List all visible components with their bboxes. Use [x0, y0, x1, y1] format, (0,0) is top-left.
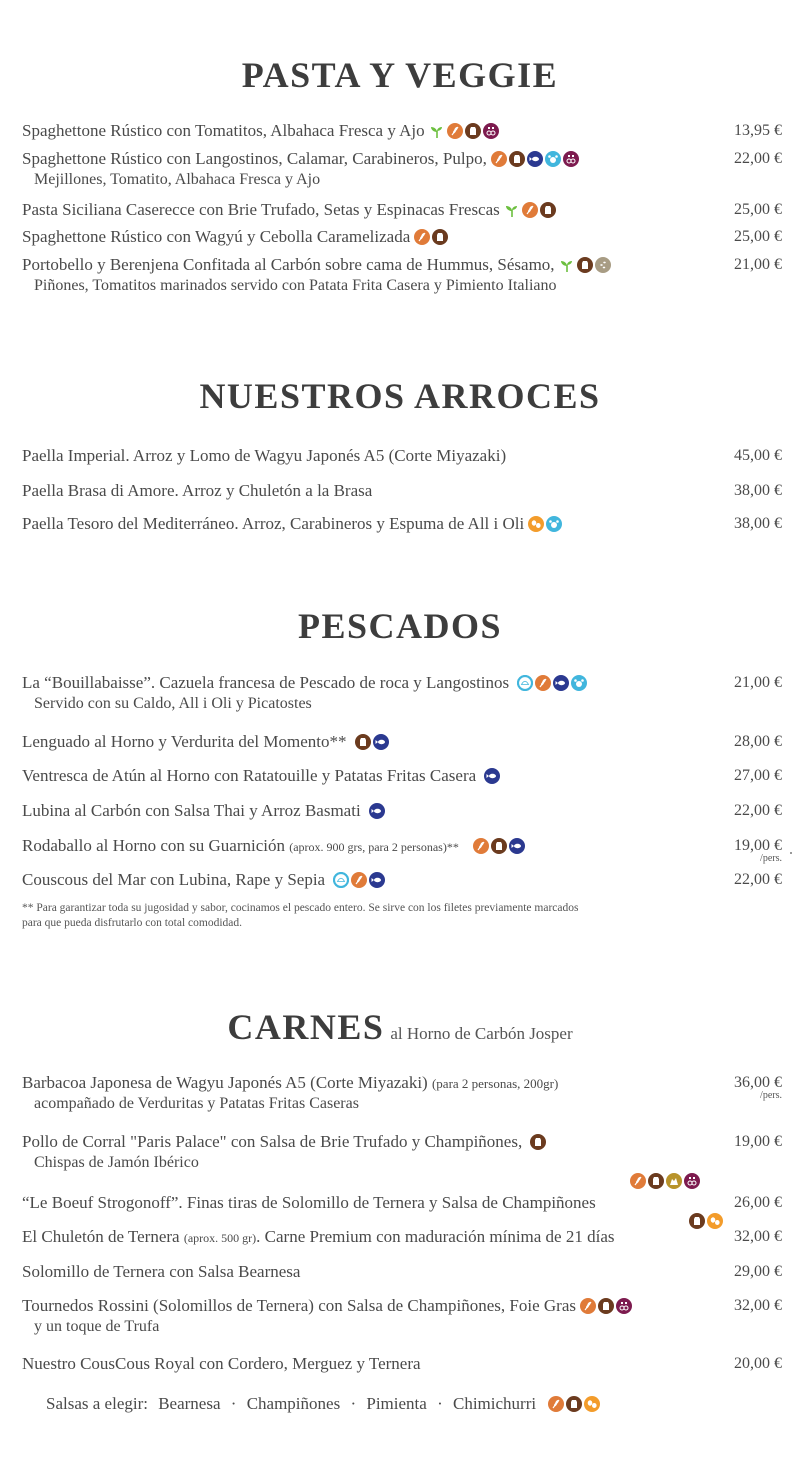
sprout-icon — [559, 257, 575, 273]
dairy-icon — [598, 1298, 614, 1314]
dish-name: Rodaballo al Horno con su Guarnición — [22, 836, 285, 855]
dish-price: 22,00 € — [734, 150, 782, 167]
dish-description: y un toque de Trufa — [34, 1318, 160, 1336]
sauce-option: Bearnesa — [158, 1394, 221, 1413]
dish-name: Lenguado al Horno y Verdurita del Momento** — [22, 732, 347, 751]
fish-icon — [373, 734, 389, 750]
dish-description: Mejillones, Tomatito, Albahaca Fresca y Ajo — [34, 171, 321, 189]
allergen-icons — [369, 802, 387, 822]
dish-name: Tournedos Rossini (Solomillos de Ternera) con Salsa de Champiñones, Foie Gras — [22, 1296, 576, 1315]
dish-price: 22,00 € — [734, 802, 782, 819]
dish-price: 36,00 € — [734, 1074, 782, 1091]
dish-price: 26,00 € — [734, 1194, 782, 1211]
dish-price: 29,00 € — [734, 1263, 782, 1280]
menu-item — [22, 227, 782, 248]
dish-price: 38,00 € — [734, 482, 782, 499]
section-pescados — [0, 605, 800, 647]
sauce-option: Pimienta — [366, 1394, 427, 1413]
menu-item — [22, 732, 782, 753]
sauce-options — [46, 1394, 602, 1415]
allergen-icons — [333, 871, 387, 891]
allergen-icons — [473, 837, 527, 857]
dish-description: Piñones, Tomatitos marinados servido con Patata Frita Casera y Pimiento Italiano — [34, 277, 557, 295]
gluten-icon — [351, 872, 367, 888]
menu-item — [22, 481, 782, 501]
egg-icon — [584, 1396, 600, 1412]
dish-name: “Le Boeuf Strogonoff”. Finas tiras de Solomillo de Ternera y Salsa de Champiñones — [22, 1193, 596, 1212]
crustacean-icon — [545, 151, 561, 167]
egg-icon — [528, 516, 544, 532]
dairy-icon — [355, 734, 371, 750]
section-carnes — [0, 1006, 800, 1048]
dish-name: Paella Brasa di Amore. Arroz y Chuletón a la Brasa — [22, 481, 373, 500]
dish-price: 45,00 € — [734, 447, 782, 464]
gluten-icon — [414, 229, 430, 245]
dish-price: 19,00 € — [734, 837, 782, 854]
dish-price: 19,00 € — [734, 1133, 782, 1150]
allergen-icons — [504, 201, 558, 221]
dish-description: . Carne Premium con maduración mínima de 21 días — [256, 1227, 615, 1246]
allergen-icons — [530, 1133, 548, 1153]
dish-description: Servido con su Caldo, All i Oli y Picatostes — [34, 695, 312, 713]
menu-item — [22, 1193, 782, 1213]
allergen-icons — [355, 733, 391, 753]
dish-note: (aprox. 500 gr) — [183, 1231, 257, 1245]
dish-name: Spaghettone Rústico con Langostinos, Calamar, Carabineros, Pulpo, — [22, 149, 487, 168]
section-title: PASTA Y VEGGIE — [241, 55, 559, 95]
per-person-label: /pers. — [760, 1090, 782, 1101]
allergen-icons — [491, 150, 581, 170]
dish-name: Spaghettone Rústico con Tomatitos, Albahaca Fresca y Ajo — [22, 121, 425, 140]
section-subtitle: al Horno de Carbón Josper — [390, 1024, 573, 1043]
dish-price: 32,00 € — [734, 1228, 782, 1245]
footnote-line: ** Para garantizar toda su jugosidad y sabor, cocinamos el pescado entero. Se sirve con los filetes previamente marcados — [22, 902, 579, 914]
dish-note: (aprox. 900 grs, para 2 personas)** — [289, 840, 459, 854]
dish-name: Paella Imperial. Arroz y Lomo de Wagyu Japonés A5 (Corte Miyazaki) — [22, 446, 507, 465]
allergen-icons — [630, 1174, 702, 1192]
menu-item — [22, 1132, 782, 1173]
dish-name: Spaghettone Rústico con Wagyú y Cebolla Caramelizada — [22, 227, 411, 246]
section-title — [0, 1006, 800, 1048]
sauce-label: Salsas a elegir: — [46, 1394, 148, 1413]
sulphites-icon — [684, 1173, 700, 1189]
section-pasta-y-veggie — [0, 54, 800, 96]
fish-icon — [369, 872, 385, 888]
crustacean-icon — [546, 516, 562, 532]
dairy-icon — [577, 257, 593, 273]
dish-price: 21,00 € — [734, 674, 782, 691]
dairy-icon — [432, 229, 448, 245]
mollusc-icon — [333, 872, 349, 888]
dish-name: Ventresca de Atún al Horno con Ratatouille y Patatas Fritas Casera — [22, 766, 477, 785]
dish-price: 13,95 € — [734, 122, 782, 139]
footnote — [22, 901, 722, 931]
separator: · — [437, 1394, 443, 1413]
menu-item — [22, 1296, 782, 1337]
allergen-icons — [559, 256, 613, 276]
sulphites-icon — [563, 151, 579, 167]
dish-name: El Chuletón de Ternera — [22, 1227, 180, 1246]
dish-description: acompañado de Verduritas y Patatas Fritas Caseras — [34, 1095, 359, 1112]
dairy-icon — [465, 123, 481, 139]
gluten-icon — [580, 1298, 596, 1314]
footnote-line: para que pueda disfrutarlo con total comodidad. — [22, 917, 243, 929]
dish-name: Couscous del Mar con Lubina, Rape y Sepia — [22, 870, 326, 889]
dish-name: Solomillo de Ternera con Salsa Bearnesa — [22, 1262, 301, 1281]
menu-item — [22, 1354, 782, 1374]
gluten-icon — [522, 202, 538, 218]
gluten-icon — [491, 151, 507, 167]
dairy-icon — [509, 151, 525, 167]
menu-item — [22, 1227, 782, 1248]
gluten-icon — [630, 1173, 646, 1189]
fish-icon — [369, 803, 385, 819]
gluten-icon — [535, 675, 551, 691]
sauce-option: Chimichurri — [453, 1394, 537, 1413]
dish-name: Paella Tesoro del Mediterráneo. Arroz, Carabineros y Espuma de All i Oli — [22, 514, 525, 533]
sprout-icon — [429, 123, 445, 139]
dish-price: 22,00 € — [734, 871, 782, 888]
menu-item — [22, 1073, 782, 1114]
dish-note: (para 2 personas, 200gr) — [431, 1076, 559, 1091]
dish-price: 20,00 € — [734, 1355, 782, 1372]
fish-icon — [527, 151, 543, 167]
mollusc-icon — [517, 675, 533, 691]
dish-name: Barbacoa Japonesa de Wagyu Japonés A5 (Corte Miyazaki) — [22, 1073, 428, 1092]
dairy-icon — [491, 838, 507, 854]
sesame-icon — [595, 257, 611, 273]
sulphites-icon — [483, 123, 499, 139]
menu-item — [22, 446, 782, 466]
sprout-icon — [504, 202, 520, 218]
dish-name: Lubina al Carbón con Salsa Thai y Arroz Basmati — [22, 801, 361, 820]
section-title: PESCADOS — [297, 606, 503, 646]
allergen-icons — [484, 767, 502, 787]
menu-item — [22, 121, 782, 142]
dish-name: La “Bouillabaisse”. Cazuela francesa de Pescado de roca y Langostinos — [22, 673, 510, 692]
dish-price: 25,00 € — [734, 228, 782, 245]
per-person-label: /pers. — [760, 853, 782, 864]
fish-icon — [509, 838, 525, 854]
dish-name: Pollo de Corral "Paris Palace" con Salsa de Brie Trufado y Champiñones, — [22, 1132, 523, 1151]
sulphites-icon — [616, 1298, 632, 1314]
section-nuestros-arroces — [0, 375, 800, 417]
dish-price: 21,00 € — [734, 256, 782, 273]
gluten-icon — [447, 123, 463, 139]
allergen-icons — [517, 674, 589, 694]
dish-name: Nuestro CousCous Royal con Cordero, Merguez y Ternera — [22, 1354, 421, 1373]
mustard-icon — [666, 1173, 682, 1189]
menu-item — [22, 766, 782, 787]
stray-mark — [790, 852, 792, 854]
dish-name: Pasta Siciliana Caserecce con Brie Trufado, Setas y Espinacas Frescas — [22, 200, 500, 219]
allergen-icons — [429, 122, 501, 142]
allergen-icons — [580, 1297, 634, 1317]
fish-icon — [553, 675, 569, 691]
dairy-icon — [566, 1396, 582, 1412]
fish-icon — [484, 768, 500, 784]
dairy-icon — [530, 1134, 546, 1150]
menu-item — [22, 870, 782, 891]
dish-price: 25,00 € — [734, 201, 782, 218]
sauce-option: Champiñones — [246, 1394, 341, 1413]
separator: · — [350, 1394, 357, 1413]
menu-item — [22, 514, 782, 535]
separator: · — [230, 1394, 237, 1413]
dish-price: 28,00 € — [734, 733, 782, 750]
allergen-icons — [528, 515, 564, 535]
dish-description: Chispas de Jamón Ibérico — [34, 1154, 199, 1172]
allergen-icons — [414, 228, 450, 248]
menu-item — [22, 836, 782, 864]
allergen-icons — [548, 1395, 602, 1415]
section-title: NUESTROS ARROCES — [199, 376, 601, 416]
menu-item — [22, 801, 782, 822]
menu-item — [22, 1262, 782, 1282]
menu-item — [22, 673, 782, 714]
crustacean-icon — [571, 675, 587, 691]
dish-price: 32,00 € — [734, 1297, 782, 1314]
dish-name: Portobello y Berenjena Confitada al Carbón sobre cama de Hummus, Sésamo, — [22, 255, 555, 274]
menu-item — [22, 255, 782, 296]
dish-price: 38,00 € — [734, 515, 782, 532]
gluten-icon — [548, 1396, 564, 1412]
dish-price: 27,00 € — [734, 767, 782, 784]
dairy-icon — [540, 202, 556, 218]
menu-item — [22, 200, 782, 221]
menu-item — [22, 149, 782, 190]
dairy-icon — [648, 1173, 664, 1189]
gluten-icon — [473, 838, 489, 854]
section-title-text: CARNES — [227, 1007, 385, 1047]
